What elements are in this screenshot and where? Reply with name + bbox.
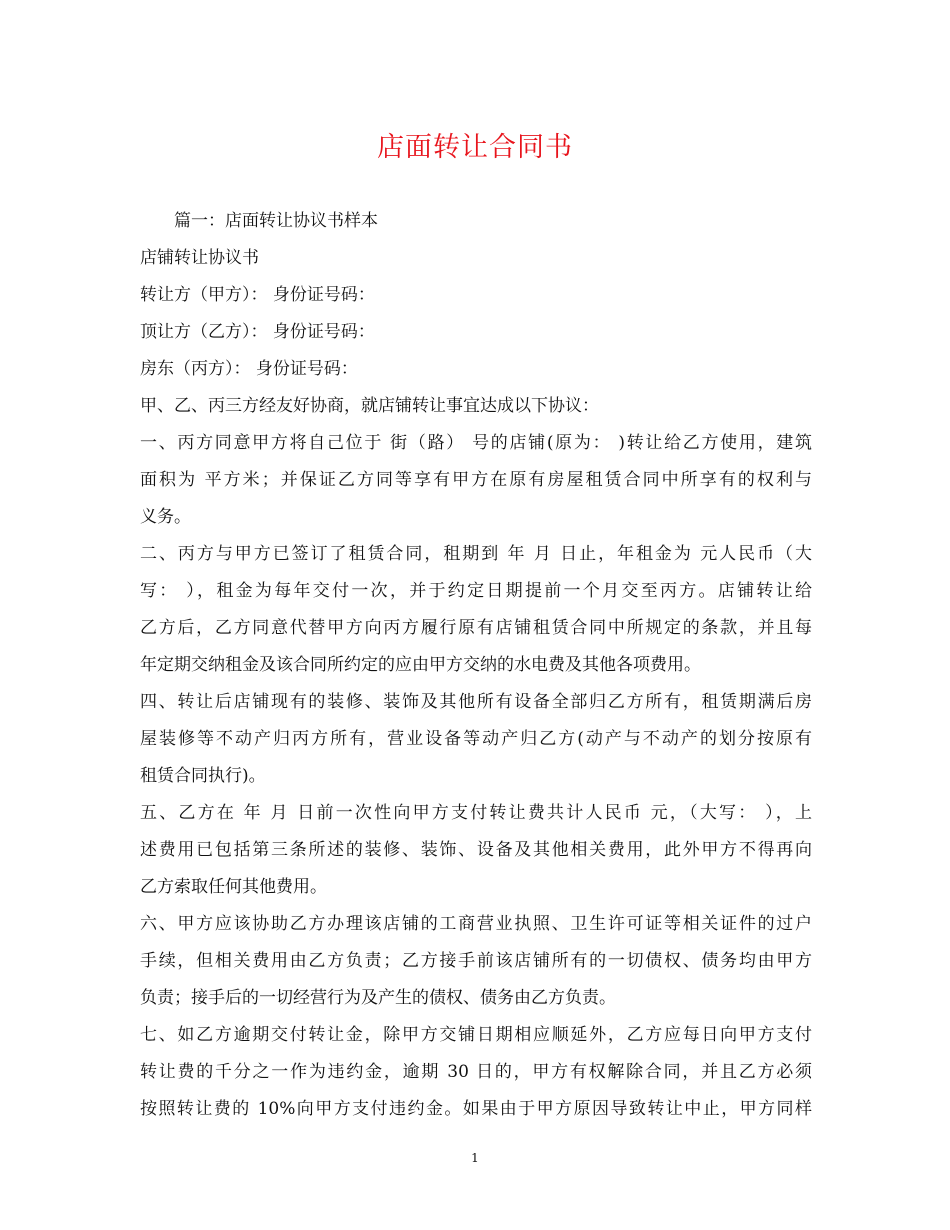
- clause-seven-line-1: 七、如乙方逾期交付转让金，除甲方交铺日期相应顺延外，乙方应每日向甲方支付: [140, 1025, 812, 1045]
- clause-four-line-2: 屋装修等不动产归丙方所有，营业设备等动产归乙方(动产与不动产的划分按原有: [140, 729, 812, 749]
- section-heading: 篇一：店面转让协议书样本: [174, 211, 378, 231]
- page-number: 1: [471, 1151, 479, 1165]
- clause-one-line-2: 面积为 平方米；并保证乙方同等享有甲方在原有房屋租赁合同中所享有的权利与: [140, 470, 812, 490]
- clause-two-line-3: 乙方后，乙方同意代替甲方向丙方履行原有店铺租赁合同中所规定的条款，并且每: [140, 618, 812, 638]
- party-c-line: 房东（丙方）： 身份证号码：: [140, 359, 358, 379]
- clause-five-line-3: 乙方索取任何其他费用。: [140, 877, 327, 897]
- preamble-line: 甲、乙、丙三方经友好协商，就店铺转让事宜达成以下协议：: [140, 396, 599, 416]
- party-b-line: 顶让方（乙方）： 身份证号码：: [140, 322, 375, 342]
- agreement-heading: 店铺转让协议书: [140, 248, 259, 268]
- clause-four-line-3: 租赁合同执行)。: [140, 766, 266, 786]
- party-a-line: 转让方（甲方）： 身份证号码：: [140, 285, 375, 305]
- clause-two-line-4: 年定期交纳租金及该合同所约定的应由甲方交纳的水电费及其他各项费用。: [140, 655, 701, 675]
- clause-seven-line-2: 转让费的千分之一作为违约金，逾期 30 日的，甲方有权解除合同，并且乙方必须: [140, 1062, 812, 1082]
- clause-one-line-3: 义务。: [140, 507, 191, 527]
- clause-six-line-1: 六、甲方应该协助乙方办理该店铺的工商营业执照、卫生许可证等相关证件的过户: [140, 914, 812, 934]
- clause-seven-line-3: 按照转让费的 10%向甲方支付违约金。如果由于甲方原因导致转让中止，甲方同样: [140, 1099, 812, 1119]
- document-title: 店面转让合同书: [377, 132, 573, 163]
- clause-four-line-1: 四、转让后店铺现有的装修、装饰及其他所有设备全部归乙方所有，租赁期满后房: [140, 692, 812, 712]
- clause-six-line-3: 负责；接手后的一切经营行为及产生的债权、债务由乙方负责。: [140, 988, 616, 1008]
- clause-two-line-2: 写： ），租金为每年交付一次，并于约定日期提前一个月交至丙方。店铺转让给: [140, 581, 812, 601]
- clause-five-line-1: 五、乙方在 年 月 日前一次性向甲方支付转让费共计人民币 元，（大写： ），上: [140, 803, 812, 823]
- clause-six-line-2: 手续，但相关费用由乙方负责；乙方接手前该店铺所有的一切债权、债务均由甲方: [140, 951, 812, 971]
- clause-two-line-1: 二、丙方与甲方已签订了租赁合同，租期到 年 月 日止，年租金为 元人民币（大: [140, 544, 812, 564]
- clause-five-line-2: 述费用已包括第三条所述的装修、装饰、设备及其他相关费用，此外甲方不得再向: [140, 840, 812, 860]
- clause-one-line-1: 一、丙方同意甲方将自己位于 街（路） 号的店铺(原为： )转让给乙方使用，建筑: [140, 433, 812, 453]
- document-body: [140, 203, 812, 1128]
